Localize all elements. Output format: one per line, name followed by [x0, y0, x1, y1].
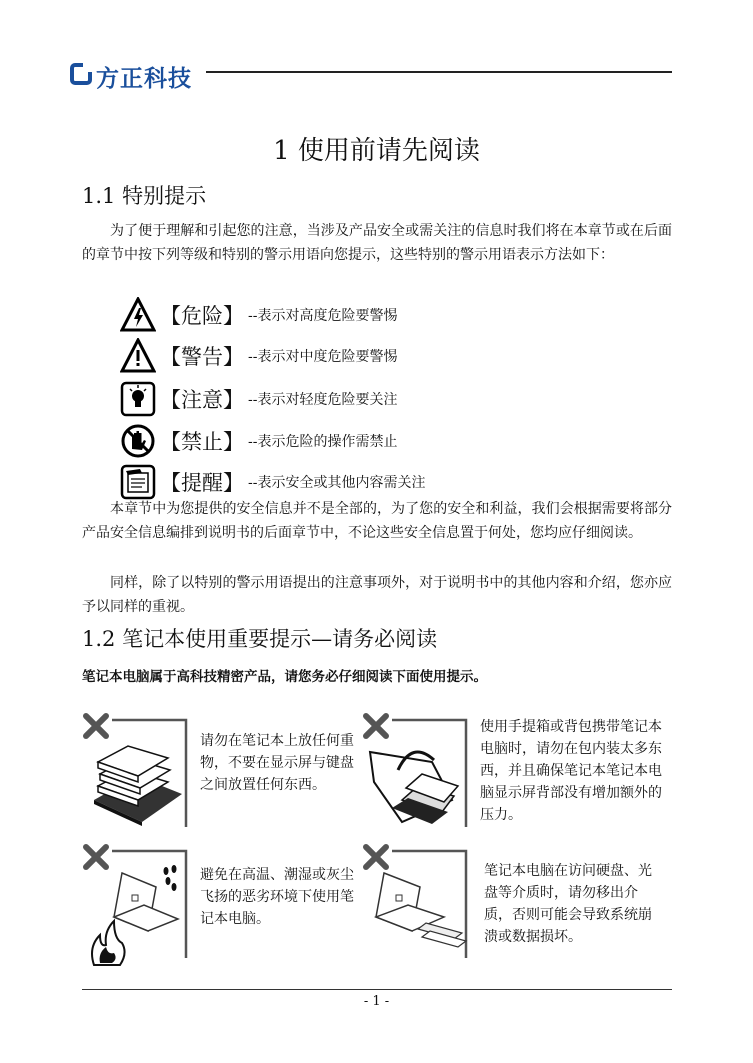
important-note: 笔记本电脑属于高科技精密产品，请您务必仔细阅读下面使用提示。: [82, 669, 487, 685]
section-title: 1.1 特别提示: [82, 184, 207, 208]
warning-level-caution: 【注意】 --表示对轻度危险要关注: [120, 380, 397, 418]
brand-logo: [70, 60, 230, 90]
lightbulb-icon: [120, 381, 156, 417]
intro-paragraph: 为了便于理解和引起您的注意，当涉及产品安全或需关注的信息时我们将在本章节或在后面的章节中按下列等级和特别的警示用语向您提示，这些特别的警示用语表示方法如下：: [82, 223, 672, 263]
media-removal-illustration: [362, 843, 472, 973]
page-number: - 1 -: [363, 994, 390, 1009]
section-title: 1.2 笔记本使用重要提示—请务必阅读: [82, 627, 438, 651]
tip-text: 笔记本电脑在访问硬盘、光盘等介质时，请勿移出介质，否则可能会导致系统崩溃或数据损坏。: [484, 863, 652, 945]
harsh-environment-illustration: [82, 843, 192, 973]
stop-hand-icon: [120, 423, 156, 459]
brand-name: 方正科技: [96, 66, 192, 92]
tip-text: 使用手提箱或背包携带笔记本电脑时，请勿在包内装太多东西，并且确保笔记本笔记本电脑显示屏背部没有增加额外的压力。: [480, 719, 662, 823]
brand-mark-icon: [70, 63, 92, 85]
header-rule: [206, 71, 672, 73]
tip-text: 避免在高温、潮湿或灰尘飞扬的恶劣环境下使用笔记本电脑。: [200, 867, 354, 927]
attention-paragraph: 同样，除了以特别的警示用语提出的注意事项外，对于说明书中的其他内容和介绍，您亦应予以同样的重视。: [82, 575, 672, 615]
memo-note-icon: [120, 464, 156, 500]
high-voltage-warning-icon: [120, 297, 156, 333]
tip-text: 请勿在笔记本上放任何重物，不要在显示屏与键盘之间放置任何东西。: [200, 733, 354, 793]
exclamation-warning-icon: [120, 338, 156, 374]
warning-level-prohibited: 【禁止】 --表示危险的操作需禁止: [120, 422, 397, 460]
safety-info-paragraph: 本章节中为您提供的安全信息并不是全部的，为了您的安全和利益，我们会根据需要将部分产品安全信息编排到说明书的后面章节中，不论这些安全信息置于何处，您均应仔细阅读。: [82, 501, 672, 541]
footer-rule: [82, 989, 672, 990]
chapter-title: 1 使用前请先阅读: [273, 136, 480, 166]
no-heavy-objects-illustration: [82, 712, 192, 842]
bag-overpacking-illustration: [362, 712, 472, 842]
warning-level-warning: 【警告】 --表示对中度危险要警惕: [120, 337, 397, 375]
warning-level-danger: 【危险】 --表示对高度危险要警惕: [120, 296, 397, 334]
warning-level-reminder: 【提醒】 --表示安全或其他内容需关注: [120, 463, 425, 501]
